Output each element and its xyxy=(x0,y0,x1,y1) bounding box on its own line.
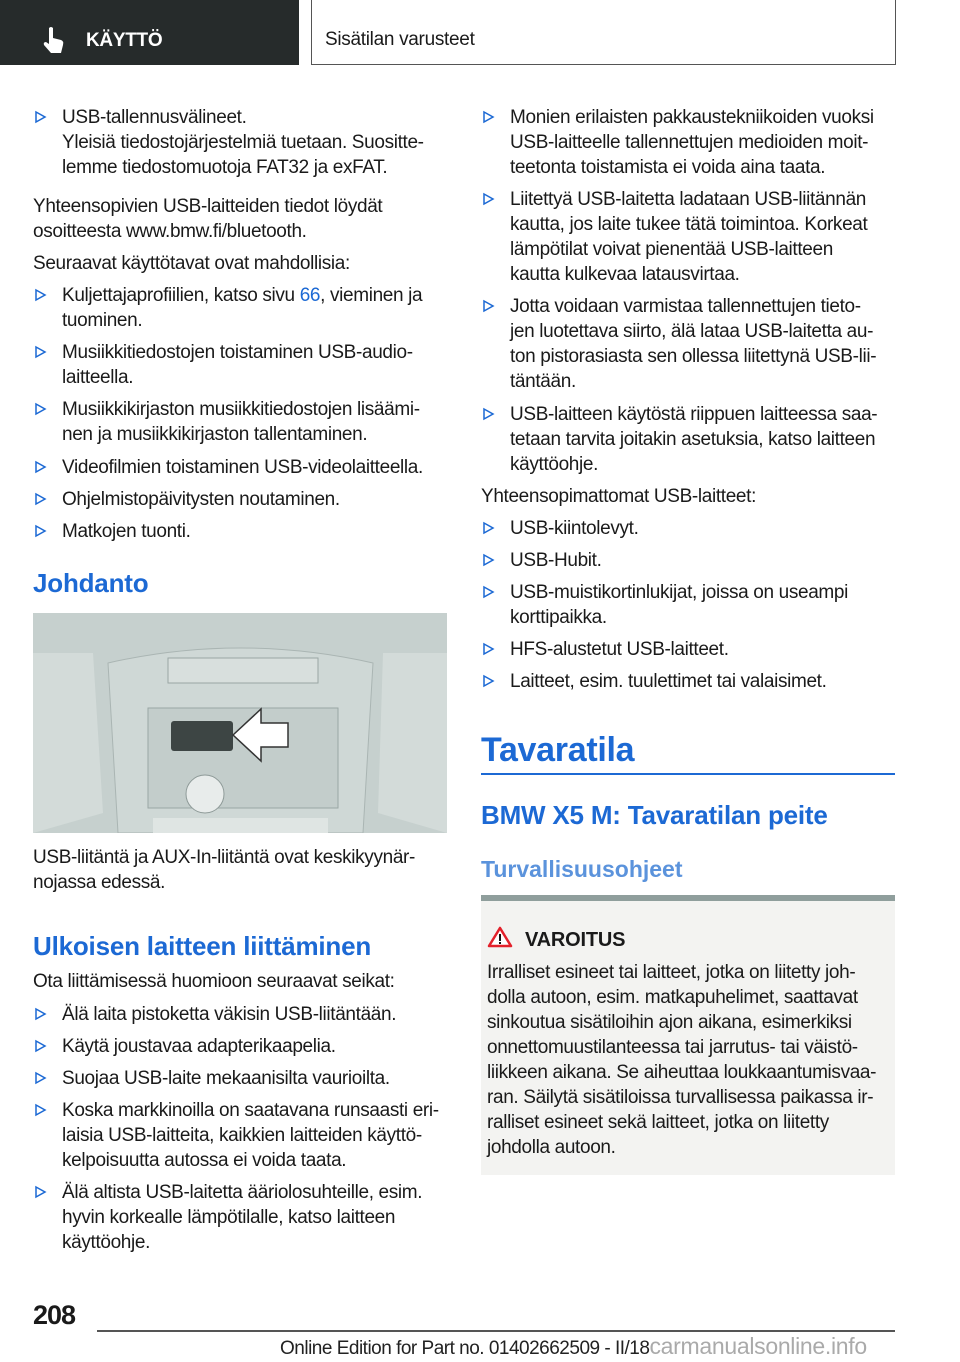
list-item xyxy=(33,283,422,333)
list-item xyxy=(481,294,876,394)
list-item xyxy=(33,1180,422,1255)
text-line: Ohjelmistopäivitysten noutaminen. xyxy=(62,489,340,510)
warning-text xyxy=(487,960,876,1160)
hand-pointer-icon xyxy=(40,26,66,56)
paragraph xyxy=(33,251,350,276)
bullet-triangle-icon xyxy=(33,1103,47,1117)
text-line: USB-kiintolevyt. xyxy=(510,518,639,539)
bullet-triangle-icon xyxy=(33,288,47,302)
paragraph xyxy=(33,194,382,244)
list-item xyxy=(481,105,874,180)
warning-box xyxy=(481,895,895,1175)
text-line: Suojaa USB-laite mekaanisilta vaurioilta. xyxy=(62,1068,390,1089)
text-line: Käytä joustavaa adapterikaapelia. xyxy=(62,1036,336,1057)
text-line: käyttöohje. xyxy=(510,454,599,475)
text-line: kelpoisuutta autossa ei voida taata. xyxy=(62,1150,347,1171)
text-line: Älä altista USB-laitetta ääriolosuhteille, esim. xyxy=(62,1182,423,1203)
text-line: Koska markkinoilla on saatavana runsaasti eri- xyxy=(62,1100,439,1121)
heading-johdanto: Johdanto xyxy=(33,568,149,598)
bullet-triangle-icon xyxy=(33,524,47,538)
list-item xyxy=(481,516,639,541)
text-line: Musiikkitiedostojen toistaminen USB-audio- xyxy=(62,342,413,363)
text-line: teetonta toistamista ei voida aina taata. xyxy=(510,157,826,178)
chapter-title: Sisätilan varusteet xyxy=(325,29,475,50)
list-item xyxy=(481,669,827,694)
text-line: kautta, jos laite tukee tätä toimintoa. Korkeat xyxy=(510,214,868,235)
text-line: sinkoutua sisätiloihin ajon aikana, esimerkiksi xyxy=(487,1012,852,1033)
bullet-triangle-icon xyxy=(33,492,47,506)
heading-luggage-cover: BMW X5 M: Tavaratilan peite xyxy=(481,800,828,830)
bullet-triangle-icon xyxy=(481,110,495,124)
figure-caption xyxy=(33,845,415,895)
bullet-triangle-icon xyxy=(481,299,495,313)
text: Kuljettajaprofiilien, katso sivu xyxy=(62,285,300,306)
text-line: onnettomuustilanteessa tai jarrutus- tai väistö- xyxy=(487,1037,858,1058)
text-line: USB-Hubit. xyxy=(510,550,602,571)
bullet-triangle-icon xyxy=(33,460,47,474)
list-item xyxy=(481,187,867,287)
text-line: dolla autoon, esim. matkapuhelimet, saattavat xyxy=(487,987,858,1008)
text-line: laitteella. xyxy=(62,367,134,388)
warning-title: VAROITUS xyxy=(525,929,626,951)
text-line: Liitettyä USB-laitetta ladataan USB-liitännän xyxy=(510,189,867,210)
bullet-triangle-icon xyxy=(481,407,495,421)
text-line: Videofilmien toistaminen USB-videolaitteella. xyxy=(62,457,423,478)
bullet-triangle-icon xyxy=(33,345,47,359)
text-line: Ota liittämisessä huomioon seuraavat seikat: xyxy=(33,971,395,992)
text-line: USB-laitteelle tallennettujen medioiden moit- xyxy=(510,132,869,153)
list-item xyxy=(33,1002,396,1027)
text-line: nen ja musiikkikirjaston tallentaminen. xyxy=(62,424,368,445)
text-line: käyttöohje. xyxy=(62,1232,151,1253)
list-item xyxy=(33,1034,336,1059)
list-item xyxy=(33,1098,439,1173)
text-line: ralliset esineet sekä laitteet, jotka on liitetty xyxy=(487,1112,829,1133)
text-line: Monien erilaisten pakkaustekniikoiden vuoksi xyxy=(510,107,874,128)
text-line: Yhteensopimattomat USB-laitteet: xyxy=(481,486,756,507)
text-line: korttipaikka. xyxy=(510,607,607,628)
bullet-triangle-icon xyxy=(33,110,47,124)
footer-rule xyxy=(97,1330,895,1332)
list-item xyxy=(33,487,340,512)
text-line: laisia USB-laitteita, kaikkien laitteiden käyttö- xyxy=(62,1125,422,1146)
text-line: Jotta voidaan varmistaa tallennettujen tieto- xyxy=(510,296,861,317)
bullet-triangle-icon xyxy=(33,1007,47,1021)
text-line: liikkeen aikana. Se aiheuttaa loukkaantumisvaa- xyxy=(487,1062,877,1083)
footer xyxy=(280,1333,867,1360)
text: tuominen. xyxy=(62,310,143,331)
text-line: Älä laita pistoketta väkisin USB-liitäntään. xyxy=(62,1004,397,1025)
text-line: lemme tiedostomuotoja FAT32 ja exFAT. xyxy=(62,157,388,178)
list-item xyxy=(481,548,602,573)
text-line: tetaan tarvita joitakin asetuksia, katso laitteen xyxy=(510,429,876,450)
bullet-triangle-icon xyxy=(481,642,495,656)
usb-port-illustration xyxy=(33,613,447,833)
text-line: USB-tallennusvälineet. xyxy=(62,107,247,128)
bullet-triangle-icon xyxy=(481,585,495,599)
section-title: KÄYTTÖ xyxy=(86,30,163,51)
bullet-triangle-icon xyxy=(33,1185,47,1199)
list-item xyxy=(33,519,191,544)
heading-connect-device: Ulkoisen laitteen liittäminen xyxy=(33,931,372,961)
text-line: täntään. xyxy=(510,371,576,392)
text-line: ton pistorasiasta sen ollessa liitettynä USB-lii- xyxy=(510,346,877,367)
section-tab xyxy=(0,0,299,65)
paragraph xyxy=(33,969,395,994)
text-line: USB-muistikortinlukijat, joissa on useampi xyxy=(510,582,848,603)
page-link[interactable]: 66 xyxy=(299,285,321,306)
text-line: jen luotettava siirto, älä lataa USB-laitetta au- xyxy=(510,321,874,342)
list-item xyxy=(33,105,424,180)
text-line: osoitteesta www.bmw.fi/bluetooth. xyxy=(33,221,307,242)
bullet-triangle-icon xyxy=(481,521,495,535)
heading-tavaratila: Tavaratila xyxy=(481,731,635,769)
list-item xyxy=(33,397,420,447)
text-line: USB-liitäntä ja AUX-In-liitäntä ovat keskikyynär- xyxy=(33,847,415,868)
list-item xyxy=(33,455,423,480)
text-line: Seuraavat käyttötavat ovat mahdollisia: xyxy=(33,253,350,274)
edition-text: Online Edition for Part no. 01402662509 - II/18 xyxy=(280,1338,650,1359)
text-line: USB-laitteen käytöstä riippuen laitteessa saa- xyxy=(510,404,878,425)
text-line: Yhteensopivien USB-laitteiden tiedot löydät xyxy=(33,196,383,217)
text-line: nojassa edessä. xyxy=(33,872,166,893)
paragraph xyxy=(481,484,756,509)
watermark: carmanualsonline.info xyxy=(649,1333,867,1359)
bullet-triangle-icon xyxy=(481,553,495,567)
text: , vieminen ja xyxy=(320,285,423,306)
warning-triangle-icon xyxy=(487,926,513,948)
bullet-triangle-icon xyxy=(481,674,495,688)
text-line: Laitteet, esim. tuulettimet tai valaisimet. xyxy=(510,671,827,692)
heading-rule xyxy=(481,773,895,775)
text-line: lämpötilat voivat pienentää USB-laitteen xyxy=(510,239,833,260)
heading-safety: Turvallisuusohjeet xyxy=(481,856,683,882)
text-line: HFS-alustetut USB-laitteet. xyxy=(510,639,729,660)
list-item xyxy=(481,580,848,630)
text-line: hyvin korkealle lämpötilalle, katso laitteen xyxy=(62,1207,396,1228)
list-item xyxy=(481,637,729,662)
bullet-triangle-icon xyxy=(33,402,47,416)
list-item xyxy=(33,1066,390,1091)
bullet-triangle-icon xyxy=(33,1071,47,1085)
text-line: ran. Säilytä sisätiloissa turvallisessa paikassa ir- xyxy=(487,1087,874,1108)
text-line: Musiikkikirjaston musiikkitiedostojen lisäämi- xyxy=(62,399,420,420)
text-line: Matkojen tuonti. xyxy=(62,521,191,542)
text-line: Yleisiä tiedostojärjestelmiä tuetaan. Suositte- xyxy=(62,132,424,153)
text-line: kautta kulkevaa latausvirtaa. xyxy=(510,264,740,285)
text-line: johdolla autoon. xyxy=(487,1137,616,1158)
bullet-triangle-icon xyxy=(33,1039,47,1053)
list-item xyxy=(481,402,877,477)
list-item xyxy=(33,340,413,390)
text-line: Irralliset esineet tai laitteet, jotka on liitetty joh- xyxy=(487,962,856,983)
chapter-box xyxy=(311,0,896,65)
page-number: 208 xyxy=(33,1300,76,1330)
bullet-triangle-icon xyxy=(481,192,495,206)
